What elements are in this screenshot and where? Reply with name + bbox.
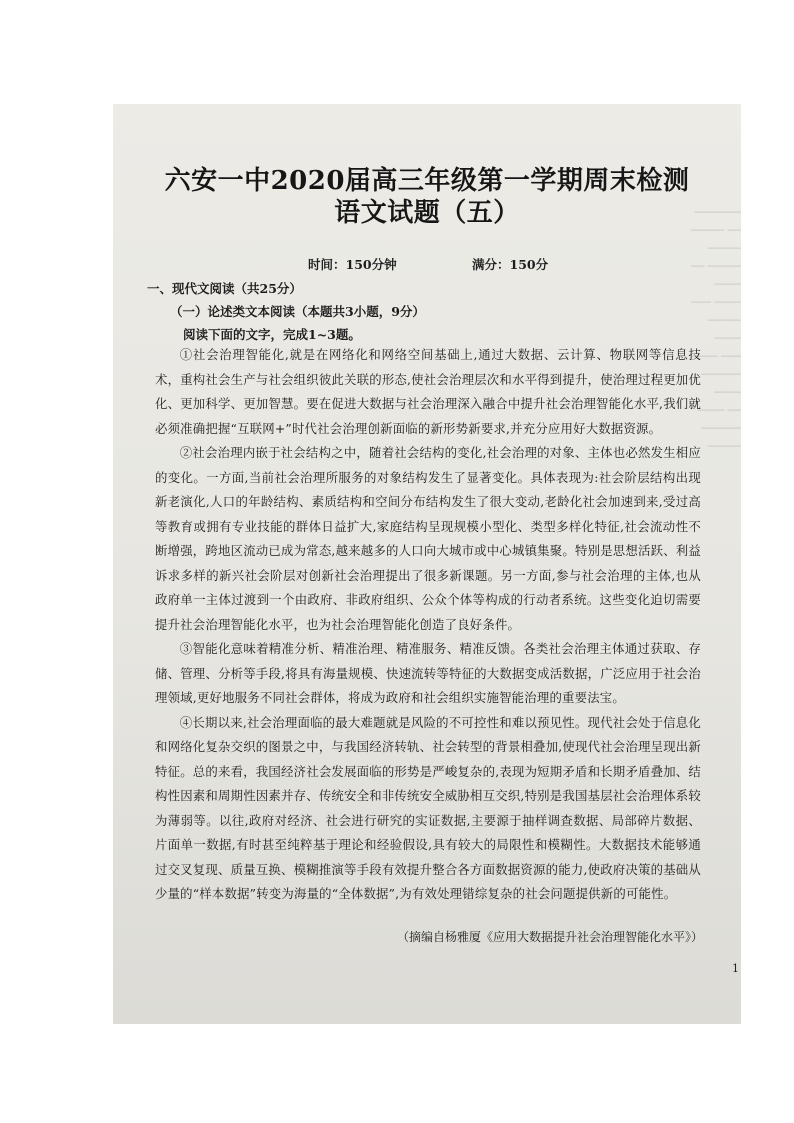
passage-body (155, 343, 701, 907)
passage-paragraph-3: ③智能化意味着精准分析、精准治理、精准服务、精准反馈。各类社会治理主体通过获取、存储、管理、分析等手段,将具有海量规模、快速流转等特征的大数据变成活数据，广泛应用于社会治理领域,更好地服务不同社会群体，将成为政府和社会组织实施智能治理的重要法宝。 (155, 641, 701, 705)
full-score: 满分：150分 (472, 257, 549, 272)
passage-source: （摘编自杨雅厦《应用大数据提升社会治理智能化水平》） (396, 930, 703, 944)
section-heading: 一、现代文阅读（共25分） (147, 281, 302, 296)
passage-paragraph-1: ①社会治理智能化,就是在网络化和网络空间基础上,通过大数据、云计算、物联网等信息技术，重构社会生产与社会组织彼此关联的形态,使社会治理层次和水平得到提升，使治理过程更加优化、更加科学、更加智慧。要在促进大数据与社会治理深入融合中提升社会治理智能化水平,我们就必须准确把握“互联网+”时代社会治理创新面临的新形势新要求,并充分应用好大数据资源。 (155, 347, 701, 436)
photographed-exam-page (113, 104, 741, 1024)
exam-title-line-1: 六安一中2020届高三年级第一学期周末检测 (164, 166, 690, 196)
exam-time: 时间：150分钟 (308, 257, 397, 272)
passage-paragraph-2: ②社会治理内嵌于社会结构之中，随着社会结构的变化,社会治理的对象、主体也必然发生相应的变化。一方面,当前社会治理所服务的对象结构发生了显著变化。具体表现为:社会阶层结构出现新老演化,人口的年龄结构、素质结构和空间分布结构发生了很大变动,老龄化社会加速到来,受过高等教育或拥有专业技能的群体日益扩大,家庭结构呈现规模小型化、类型多样化特征,社会流动性不断增强，跨地区流动已成为常态,越来越多的人口向大城市或中心城镇集聚。特别是思想活跃、利益诉求多样的新兴社会阶层对创新社会治理提出了很多新课题。另一方面,参与社会治理的主体,也从政府单一主体过渡到一个由政府、非政府组织、公众个体等构成的行动者系统。这些变化迫切需要提升社会治理智能化水平，也为社会治理智能化创造了良好条件。 (155, 445, 701, 632)
bleed-through-texture: ─────── ── ───── ───── ───── ── ──── ──── ─── ───── ──── ─── ──── ────── ──── ── ──── ────── ───── (691, 206, 741, 453)
reading-instruction: 阅读下面的文字，完成1~3题。 (183, 327, 361, 342)
page-number: 1 (732, 962, 739, 975)
passage-paragraph-4: ④长期以来,社会治理面临的最大难题就是风险的不可控性和难以预见性。现代社会处于信息化和网络化复杂交织的图景之中，与我国经济转轨、社会转型的背景相叠加,使现代社会治理呈现出新特征。总的来看，我国经济社会发展面临的形势是严峻复杂的,表现为短期矛盾和长期矛盾叠加、结构性因素和周期性因素并存、传统安全和非传统安全威胁相互交织,特别是我国基层社会治理体系较为薄弱等。以往,政府对经济、社会进行研究的实证数据,主要源于抽样调查数据、局部碎片数据、片面单一数据,有时甚至纯粹基于理论和经验假设,具有较大的局限性和模糊性。大数据技术能够通过交叉复现、质量互换、模糊推演等手段有效提升整合各方面数据资源的能力,使政府决策的基础从少量的“样本数据”转变为海量的“全体数据”,为有效处理错综复杂的社会问题提供新的可能性。 (155, 714, 701, 901)
exam-title-line-2: 语文试题（五） (334, 198, 520, 228)
subsection-heading: （一）论述类文本阅读（本题共3小题，9分） (170, 304, 425, 319)
